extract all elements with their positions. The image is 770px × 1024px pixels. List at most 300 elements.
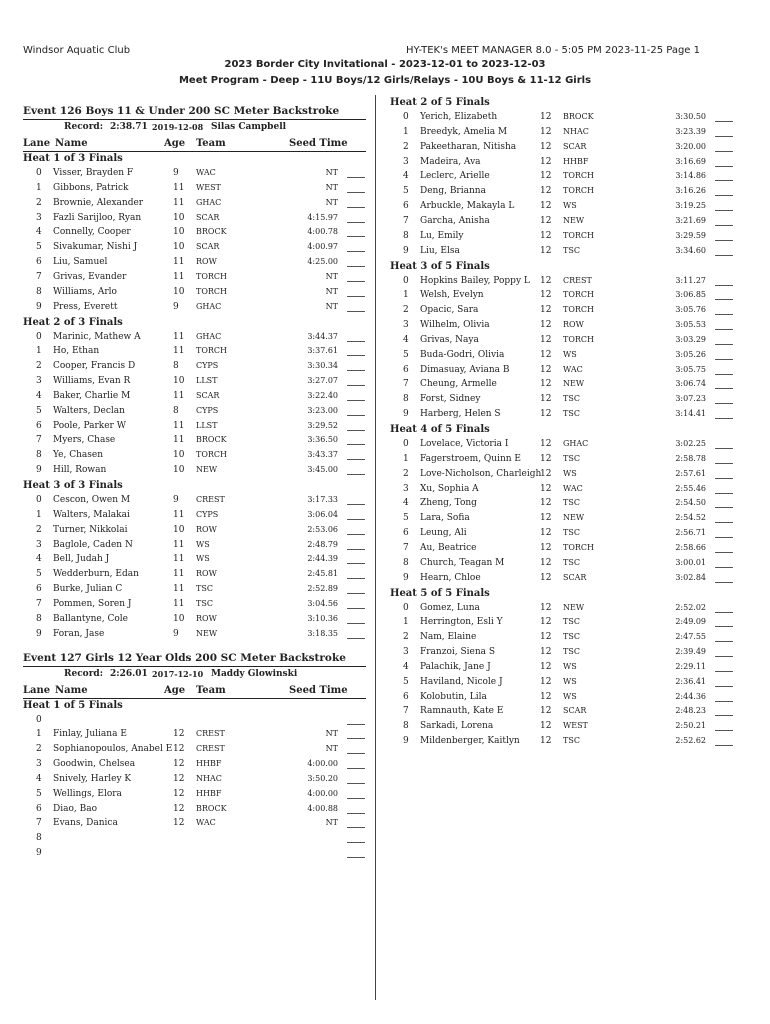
team-code: TORCH bbox=[563, 542, 595, 552]
seed-time: 3:29.52 bbox=[307, 420, 338, 430]
swimmer-name: Lovelace, Victoria I bbox=[420, 439, 509, 449]
swimmer-age: 11 bbox=[173, 509, 185, 520]
swimmer-name: Xu, Sophia A bbox=[420, 483, 479, 494]
swimmer-age: 12 bbox=[173, 818, 185, 829]
swimmer-age: 12 bbox=[540, 126, 552, 137]
entry-row bbox=[0, 662, 770, 677]
entry-row bbox=[0, 789, 770, 804]
seed-time: 4:00.88 bbox=[307, 803, 338, 813]
swimmer-name: Arbuckle, Makayla L bbox=[420, 201, 515, 212]
seed-time: 2:54.52 bbox=[675, 513, 706, 523]
swimmer-name: Garcha, Anisha bbox=[420, 215, 490, 226]
swimmer-name: Yerich, Elizabeth bbox=[420, 112, 498, 122]
lane-number: 1 bbox=[36, 729, 42, 740]
swimmer-name: Wellings, Elora bbox=[53, 788, 122, 799]
team-code: SCAR bbox=[196, 242, 220, 252]
header-name: Name bbox=[55, 138, 88, 149]
team-code: WAC bbox=[563, 483, 583, 493]
seed-time: 2:48.23 bbox=[675, 706, 706, 716]
seed-time: 3:34.60 bbox=[675, 245, 706, 255]
lane-number: 7 bbox=[36, 818, 42, 829]
final-time-blank bbox=[715, 121, 733, 122]
team-code: WS bbox=[563, 468, 577, 478]
swimmer-age: 12 bbox=[540, 215, 552, 226]
swimmer-age: 12 bbox=[540, 364, 552, 375]
swimmer-age: 10 bbox=[173, 227, 185, 238]
lane-number: 1 bbox=[403, 126, 409, 137]
entry-row bbox=[0, 379, 770, 394]
swimmer-name: Burke, Julian C bbox=[53, 584, 123, 595]
final-time-blank bbox=[347, 783, 365, 784]
final-time-blank bbox=[715, 329, 733, 330]
swimmer-name: Hearn, Chloe bbox=[420, 572, 481, 583]
team-code: SCAR bbox=[563, 572, 587, 582]
record-time: 2:26.01 bbox=[110, 668, 148, 679]
swimmer-age: 12 bbox=[540, 483, 552, 494]
seed-time: 3:30.34 bbox=[307, 361, 338, 371]
lane-number: 3 bbox=[403, 320, 409, 331]
final-time-blank bbox=[715, 255, 733, 256]
swimmer-age: 12 bbox=[540, 617, 552, 628]
swimmer-name: Sarkadi, Lorena bbox=[420, 721, 494, 732]
seed-time: 2:47.55 bbox=[675, 632, 706, 642]
seed-time: 3:23.39 bbox=[675, 126, 706, 136]
lane-number: 8 bbox=[36, 833, 42, 844]
team-code: CREST bbox=[196, 729, 225, 739]
team-code: TORCH bbox=[196, 271, 228, 281]
swimmer-age: 10 bbox=[173, 465, 185, 476]
record-holder: Maddy Glowinski bbox=[211, 668, 298, 679]
lane-number: 9 bbox=[36, 628, 42, 639]
swimmer-age: 12 bbox=[173, 729, 185, 740]
swimmer-name: Au, Beatrice bbox=[420, 542, 477, 553]
swimmer-name: Marinic, Mathew A bbox=[53, 331, 141, 342]
entry-row bbox=[0, 186, 770, 201]
final-time-blank bbox=[715, 166, 733, 167]
entry-row bbox=[0, 484, 770, 499]
lane-number: 7 bbox=[403, 542, 409, 553]
lane-number: 2 bbox=[36, 361, 42, 372]
lane-number: 6 bbox=[403, 201, 409, 212]
seed-time: 3:11.27 bbox=[675, 275, 706, 285]
team-code: TORCH bbox=[563, 334, 595, 344]
lane-number: 9 bbox=[403, 572, 409, 583]
final-time-blank bbox=[715, 656, 733, 657]
header-lane: Lane bbox=[23, 684, 51, 696]
swimmer-name: Ramnauth, Kate E bbox=[420, 706, 504, 717]
swimmer-age: 12 bbox=[173, 788, 185, 799]
seed-time: 4:00.00 bbox=[307, 788, 338, 798]
swimmer-name: Walters, Declan bbox=[53, 405, 125, 416]
lane-number: 5 bbox=[403, 513, 409, 524]
team-code: SCAR bbox=[196, 212, 220, 222]
entry-row bbox=[0, 833, 770, 848]
team-code: GHAC bbox=[563, 439, 589, 448]
swimmer-age: 9 bbox=[173, 628, 179, 639]
final-time-blank bbox=[347, 768, 365, 769]
swimmer-age: 10 bbox=[173, 450, 185, 461]
seed-time: 3:06.74 bbox=[675, 379, 706, 389]
swimmer-age: 10 bbox=[173, 212, 185, 223]
seed-time: 3:02.25 bbox=[675, 439, 706, 448]
lane-number: 4 bbox=[36, 773, 42, 784]
team-code: TSC bbox=[196, 598, 213, 608]
seed-time: 3:37.61 bbox=[307, 346, 338, 356]
team-code: SCAR bbox=[196, 390, 220, 400]
seed-time: 3:21.69 bbox=[675, 215, 706, 225]
swimmer-age: 12 bbox=[540, 305, 552, 316]
lane-number: 4 bbox=[403, 498, 409, 509]
swimmer-age: 12 bbox=[540, 230, 552, 241]
team-code: TSC bbox=[563, 498, 580, 508]
lane-number: 5 bbox=[36, 242, 42, 253]
final-time-blank bbox=[715, 582, 733, 583]
final-time-blank bbox=[715, 448, 733, 449]
lane-number: 1 bbox=[403, 453, 409, 464]
team-code: TSC bbox=[563, 453, 580, 463]
final-time-blank bbox=[347, 857, 365, 858]
swimmer-name: Walters, Malakai bbox=[53, 509, 130, 520]
seed-time: 3:17.33 bbox=[307, 495, 338, 504]
team-code: TORCH bbox=[196, 346, 228, 356]
team-code: TORCH bbox=[563, 230, 595, 240]
final-time-blank bbox=[347, 430, 365, 431]
swimmer-name: Press, Everett bbox=[53, 301, 118, 312]
meet-title: 2023 Border City Invitational - 2023-12-01 to 2023-12-03 bbox=[224, 59, 546, 70]
swimmer-age: 12 bbox=[540, 647, 552, 658]
lane-number: 8 bbox=[403, 230, 409, 241]
team-code: TSC bbox=[196, 584, 213, 594]
swimmer-age: 12 bbox=[540, 661, 552, 672]
seed-time: 3:20.00 bbox=[675, 141, 706, 151]
seed-time: 3:06.85 bbox=[675, 290, 706, 300]
team-code: ROW bbox=[196, 524, 217, 534]
swimmer-name: Liu, Samuel bbox=[53, 257, 108, 268]
entry-row bbox=[0, 157, 770, 172]
swimmer-age: 12 bbox=[540, 112, 552, 122]
team-code: WAC bbox=[196, 168, 216, 177]
lane-number: 6 bbox=[403, 364, 409, 375]
swimmer-age: 12 bbox=[540, 290, 552, 301]
team-code: GHAC bbox=[196, 301, 222, 311]
swimmer-name: Nam, Elaine bbox=[420, 632, 477, 643]
final-time-blank bbox=[715, 136, 733, 137]
team-code: WS bbox=[196, 554, 210, 564]
swimmer-name: Williams, Arlo bbox=[53, 286, 117, 297]
seed-time: 3:07.23 bbox=[675, 394, 706, 404]
seed-time: 2:39.49 bbox=[675, 647, 706, 657]
lane-number: 8 bbox=[403, 557, 409, 568]
swimmer-name: Lu, Emily bbox=[420, 230, 464, 241]
lane-number: 0 bbox=[403, 439, 409, 449]
swimmer-name: Ye, Chasen bbox=[53, 450, 103, 461]
swimmer-age: 12 bbox=[540, 468, 552, 479]
header-team: Team bbox=[196, 138, 226, 149]
lane-number: 7 bbox=[403, 706, 409, 717]
lane-number: 8 bbox=[36, 286, 42, 297]
seed-time: 4:00.78 bbox=[307, 227, 338, 237]
swimmer-name: Turner, Nikkolai bbox=[53, 524, 128, 535]
seed-time: 4:25.00 bbox=[307, 257, 338, 267]
final-time-blank bbox=[715, 671, 733, 672]
seed-time: 3:02.84 bbox=[675, 572, 706, 582]
seed-time: 3:05.75 bbox=[675, 364, 706, 374]
final-time-blank bbox=[715, 612, 733, 613]
entry-row bbox=[0, 171, 770, 186]
team-code: NEW bbox=[563, 602, 585, 612]
seed-time: NT bbox=[325, 729, 338, 739]
entry-row bbox=[0, 365, 770, 380]
swimmer-name: Cescon, Owen M bbox=[53, 495, 131, 505]
seed-time: 3:50.20 bbox=[307, 773, 338, 783]
seed-time: 3:27.07 bbox=[307, 376, 338, 386]
team-code: SCAR bbox=[563, 141, 587, 151]
seed-time: NT bbox=[325, 818, 338, 828]
swimmer-age: 9 bbox=[173, 168, 179, 178]
swimmer-name: Love-Nicholson, Charleigh bbox=[420, 468, 542, 479]
final-time-blank bbox=[715, 314, 733, 315]
team-code: CYPS bbox=[196, 405, 219, 415]
swimmer-age: 12 bbox=[540, 186, 552, 197]
team-code: HHBF bbox=[196, 759, 222, 769]
swimmer-name: Welsh, Evelyn bbox=[420, 290, 484, 301]
swimmer-age: 10 bbox=[173, 242, 185, 253]
entry-row bbox=[0, 573, 770, 588]
team-code: CYPS bbox=[196, 509, 219, 519]
final-time-blank bbox=[347, 842, 365, 843]
swimmer-name: Poole, Parker W bbox=[53, 420, 126, 431]
lane-number: 1 bbox=[36, 346, 42, 357]
seed-time: 2:45.81 bbox=[307, 569, 338, 579]
lane-number: 4 bbox=[36, 390, 42, 401]
swimmer-name: Madeira, Ava bbox=[420, 156, 481, 167]
entry-row bbox=[0, 603, 770, 618]
swimmer-name: Liu, Elsa bbox=[420, 245, 460, 256]
seed-time: 2:56.71 bbox=[675, 528, 706, 538]
lane-number: 0 bbox=[36, 168, 42, 178]
lane-number: 3 bbox=[403, 156, 409, 167]
heat-heading: Heat 5 of 5 Finals bbox=[390, 587, 490, 599]
team-code: WS bbox=[563, 676, 577, 686]
swimmer-age: 12 bbox=[540, 542, 552, 553]
lane-number: 6 bbox=[36, 803, 42, 814]
entry-row bbox=[0, 513, 770, 528]
entry-row bbox=[0, 818, 770, 833]
team-code: TORCH bbox=[196, 450, 228, 460]
team-code: NEW bbox=[563, 379, 585, 389]
lane-number: 8 bbox=[36, 613, 42, 624]
swimmer-name: Opacic, Sara bbox=[420, 305, 479, 316]
swimmer-age: 10 bbox=[173, 613, 185, 624]
lane-number: 6 bbox=[36, 257, 42, 268]
lane-number: 6 bbox=[403, 691, 409, 702]
lane-number: 3 bbox=[403, 647, 409, 658]
final-time-blank bbox=[715, 686, 733, 687]
lane-number: 2 bbox=[36, 744, 42, 755]
swimmer-age: 11 bbox=[173, 539, 185, 550]
software-stamp: HY-TEK's MEET MANAGER 8.0 - 5:05 PM 2023-11-25 Page 1 bbox=[406, 45, 700, 56]
swimmer-name: Baker, Charlie M bbox=[53, 390, 131, 401]
seed-time: 3:43.37 bbox=[307, 450, 338, 460]
lane-number: 9 bbox=[36, 465, 42, 476]
entry-row bbox=[0, 736, 770, 754]
entry-row bbox=[0, 543, 770, 558]
entry-row bbox=[0, 127, 770, 142]
lane-number: 1 bbox=[36, 182, 42, 193]
swimmer-name: Forst, Sidney bbox=[420, 394, 481, 405]
seed-time: NT bbox=[325, 182, 338, 192]
final-time-blank bbox=[715, 463, 733, 464]
swimmer-age: 12 bbox=[540, 409, 552, 420]
swimmer-name: Cooper, Francis D bbox=[53, 361, 136, 372]
team-code: WS bbox=[563, 201, 577, 211]
swimmer-age: 12 bbox=[540, 394, 552, 405]
lane-number: 3 bbox=[36, 376, 42, 387]
entry-row bbox=[0, 498, 770, 513]
swimmer-age: 12 bbox=[540, 513, 552, 524]
swimmer-age: 12 bbox=[540, 275, 552, 286]
team-code: GHAC bbox=[196, 197, 222, 207]
team-code: WS bbox=[196, 539, 210, 549]
swimmer-age: 8 bbox=[173, 361, 179, 372]
heat-heading: Heat 4 of 5 Finals bbox=[390, 424, 490, 435]
header-lane: Lane bbox=[23, 138, 51, 149]
team-code: TSC bbox=[563, 736, 580, 746]
swimmer-name: Finlay, Juliana E bbox=[53, 729, 127, 740]
seed-time: 2:58.78 bbox=[675, 453, 706, 463]
swimmer-name: Zheng, Tong bbox=[420, 498, 477, 509]
swimmer-name: Connelly, Cooper bbox=[53, 227, 131, 238]
swimmer-age: 12 bbox=[540, 676, 552, 687]
swimmer-name: Hopkins Bailey, Poppy L bbox=[420, 275, 530, 286]
swimmer-age: 12 bbox=[540, 632, 552, 643]
heat-heading: Heat 3 of 5 Finals bbox=[390, 260, 490, 272]
swimmer-name: Gomez, Luna bbox=[420, 602, 480, 613]
lane-number: 0 bbox=[403, 112, 409, 122]
swimmer-name: Visser, Brayden F bbox=[53, 168, 134, 178]
team-code: LLST bbox=[196, 420, 218, 430]
swimmer-name: Sophianopoulos, Anabel E bbox=[53, 744, 173, 755]
entry-row bbox=[0, 320, 770, 335]
lane-number: 8 bbox=[403, 721, 409, 732]
swimmer-age: 12 bbox=[540, 453, 552, 464]
seed-time: 3:05.53 bbox=[675, 320, 706, 330]
entry-row bbox=[0, 439, 770, 454]
lane-number: 7 bbox=[36, 598, 42, 609]
final-time-blank bbox=[715, 344, 733, 345]
swimmer-age: 12 bbox=[540, 171, 552, 182]
lane-number: 2 bbox=[36, 524, 42, 535]
final-time-blank bbox=[715, 418, 733, 419]
seed-time: 4:00.00 bbox=[307, 759, 338, 769]
seed-time: 2:53.06 bbox=[307, 524, 338, 534]
swimmer-name: Mildenberger, Kaitlyn bbox=[420, 736, 520, 747]
entry-row bbox=[0, 647, 770, 662]
final-time-blank bbox=[715, 626, 733, 627]
entry-row bbox=[0, 305, 770, 320]
lane-number: 0 bbox=[403, 275, 409, 286]
lane-number: 3 bbox=[403, 483, 409, 494]
entry-row bbox=[0, 706, 770, 721]
team-code: NEW bbox=[563, 215, 585, 225]
entry-row bbox=[0, 804, 770, 819]
header-team: Team bbox=[196, 684, 226, 696]
swimmer-age: 11 bbox=[173, 569, 185, 580]
lane-number: 9 bbox=[403, 409, 409, 420]
lane-number: 5 bbox=[403, 676, 409, 687]
club-name: Windsor Aquatic Club bbox=[23, 45, 131, 56]
swimmer-age: 12 bbox=[540, 498, 552, 509]
team-code: TORCH bbox=[563, 186, 595, 196]
entry-row bbox=[0, 112, 770, 127]
lane-number: 2 bbox=[403, 632, 409, 643]
swimmer-name: Evans, Danica bbox=[53, 818, 118, 829]
team-code: NEW bbox=[196, 465, 218, 475]
final-time-blank bbox=[715, 359, 733, 360]
record-date: 2019-12-08 bbox=[152, 122, 204, 132]
swimmer-age: 12 bbox=[540, 439, 552, 449]
entry-row bbox=[0, 290, 770, 305]
lane-number: 0 bbox=[36, 331, 42, 342]
seed-time: 3:14.41 bbox=[675, 409, 706, 419]
lane-number: 5 bbox=[403, 186, 409, 197]
team-code: NHAC bbox=[563, 126, 589, 136]
swimmer-name: Cheung, Armelle bbox=[420, 379, 497, 390]
swimmer-age: 11 bbox=[173, 331, 185, 342]
swimmer-age: 11 bbox=[173, 390, 185, 401]
lane-number: 1 bbox=[36, 509, 42, 520]
final-time-blank bbox=[715, 403, 733, 404]
swimmer-age: 8 bbox=[173, 405, 179, 416]
entry-row bbox=[0, 216, 770, 231]
seed-time: 3:16.69 bbox=[675, 156, 706, 166]
swimmer-age: 12 bbox=[540, 706, 552, 717]
final-time-blank bbox=[715, 507, 733, 508]
swimmer-age: 11 bbox=[173, 598, 185, 609]
team-code: CREST bbox=[196, 495, 225, 504]
entry-row bbox=[0, 617, 770, 632]
seed-time: NT bbox=[325, 744, 338, 754]
swimmer-age: 12 bbox=[540, 156, 552, 167]
lane-number: 6 bbox=[36, 420, 42, 431]
lane-number: 9 bbox=[36, 301, 42, 312]
entry-row bbox=[0, 394, 770, 409]
lane-number: 2 bbox=[403, 468, 409, 479]
team-code: WEST bbox=[563, 721, 588, 731]
entry-row bbox=[0, 677, 770, 692]
lane-number: 4 bbox=[403, 661, 409, 672]
lane-number: 9 bbox=[403, 736, 409, 747]
lane-number: 1 bbox=[403, 290, 409, 301]
seed-time: 2:49.09 bbox=[675, 617, 706, 627]
swimmer-age: 12 bbox=[540, 528, 552, 539]
final-time-blank bbox=[715, 225, 733, 226]
swimmer-name: Brownie, Alexander bbox=[53, 197, 144, 208]
team-code: ROW bbox=[196, 257, 217, 267]
seed-time: 2:54.50 bbox=[675, 498, 706, 508]
seed-time: 3:10.36 bbox=[307, 613, 338, 623]
seed-time: 3:19.25 bbox=[675, 201, 706, 211]
swimmer-name: Wilhelm, Olivia bbox=[420, 320, 490, 331]
seed-time: 2:58.66 bbox=[675, 542, 706, 552]
team-code: TSC bbox=[563, 617, 580, 627]
swimmer-name: Deng, Brianna bbox=[420, 186, 486, 197]
seed-time: NT bbox=[325, 168, 338, 177]
seed-time: 3:03.29 bbox=[675, 334, 706, 344]
swimmer-age: 10 bbox=[173, 286, 185, 297]
swimmer-name: Baglole, Caden N bbox=[53, 539, 133, 550]
final-time-blank bbox=[715, 745, 733, 746]
